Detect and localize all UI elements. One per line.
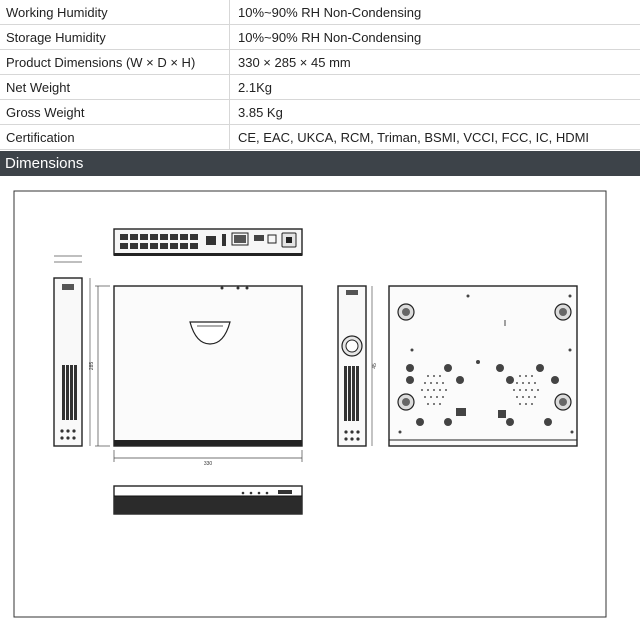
width-dimension-label: 330	[203, 461, 213, 467]
height-dimension-label: 45	[372, 363, 378, 369]
section-title-dimensions: Dimensions	[0, 151, 640, 176]
spec-value: 10%~90% RH Non-Condensing	[230, 0, 640, 25]
spec-row-gross-weight	[0, 100, 640, 125]
spec-label: Gross Weight	[0, 100, 230, 125]
spec-row-storage-humidity	[0, 25, 640, 50]
spec-value: CE, EAC, UKCA, RCM, Triman, BSMI, VCCI, FCC, IC, HDMI	[230, 125, 640, 150]
top-view	[89, 286, 302, 467]
dimensions-drawing	[0, 178, 640, 640]
spec-label: Product Dimensions (W × D × H)	[0, 50, 230, 75]
spec-row-net-weight	[0, 75, 640, 100]
bottom-view	[389, 286, 577, 446]
depth-dimension-label: 285	[89, 361, 95, 371]
spec-value: 2.1Kg	[230, 75, 640, 100]
spec-row-working-humidity	[0, 0, 640, 25]
rear-view	[114, 229, 302, 256]
spec-value: 330 × 285 × 45 mm	[230, 50, 640, 75]
spec-label: Storage Humidity	[0, 25, 230, 50]
spec-label: Working Humidity	[0, 0, 230, 25]
spec-value: 10%~90% RH Non-Condensing	[230, 25, 640, 50]
spec-value: 3.85 Kg	[230, 100, 640, 125]
spec-label: Net Weight	[0, 75, 230, 100]
front-view	[114, 486, 302, 514]
spec-row-product-dimensions	[0, 50, 640, 75]
spec-row-certification	[0, 125, 640, 150]
spec-label: Certification	[0, 125, 230, 150]
right-side-view	[338, 286, 378, 446]
spec-table	[0, 0, 640, 150]
